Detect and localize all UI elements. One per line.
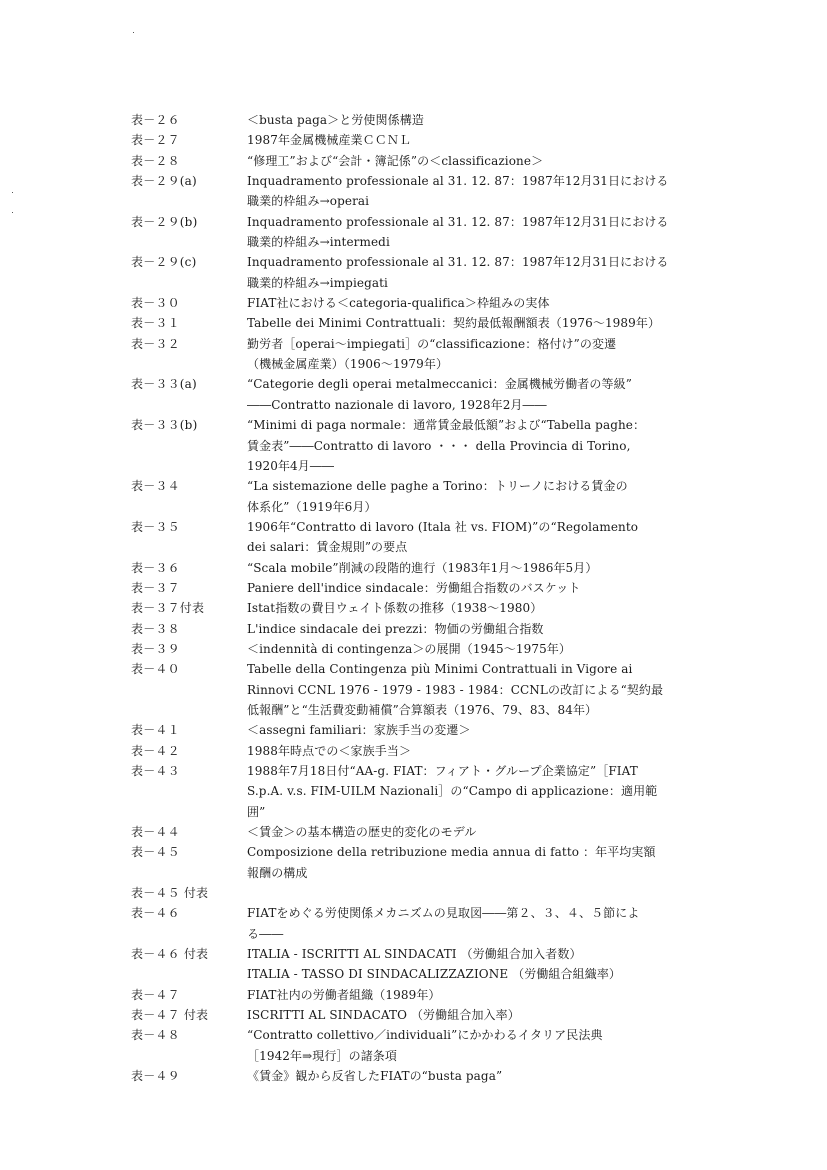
table-entry <box>131 639 731 659</box>
table-title-line: る―― <box>247 926 284 941</box>
table-title <box>247 517 731 558</box>
table-entry <box>131 761 731 822</box>
table-title-line: Inquadramento professionale al 31. 12. 87：1987年12月31日における <box>247 214 669 229</box>
table-title-line: “Categorie degli operai metalmeccanici：金属機械労働者の等級” <box>247 377 632 392</box>
table-entry <box>131 110 731 130</box>
table-entry <box>131 293 731 313</box>
table-title-line: Composizione della retribuzione media annua di fatto ：年平均実額 <box>247 845 656 860</box>
table-title-line: FIAT社における＜categoria-qualifica＞枠組みの実体 <box>247 296 550 311</box>
table-number-label: 表－４６ 付表 <box>131 947 209 962</box>
table-title-line: ITALIA - ISCRITTI AL SINDACATI （労働組合加入者数） <box>247 947 582 962</box>
table-title-line: 1988年7月18日付“AA-g. FIAT：フィアト・グループ企業協定”［FIAT <box>247 764 638 778</box>
table-title <box>247 476 731 517</box>
table-number-label: 表－２８ <box>131 153 180 168</box>
table-title-line: “Scala mobile”削減の段階的進行（1983年1月～1986年5月） <box>247 560 598 575</box>
table-title <box>247 619 731 639</box>
table-entry <box>131 130 731 150</box>
table-title-line: 《賃金》観から反省したFIATの“busta paga” <box>247 1069 503 1084</box>
table-entry <box>131 883 731 903</box>
table-title-line: 報酬の構成 <box>247 865 308 880</box>
table-entry <box>131 252 731 293</box>
table-entry <box>131 985 731 1005</box>
table-number-label: 表－４３ <box>131 764 180 778</box>
table-title-line: 低報酬”と“生活費変動補償”合算額表（1976、79、83、84年） <box>247 702 598 717</box>
table-number-label: 表－２９(c) <box>131 255 197 270</box>
table-number-label: 表－４１ <box>131 723 180 738</box>
table-number-label: 表－３７付表 <box>131 601 205 616</box>
table-title <box>247 822 731 842</box>
table-title <box>247 171 731 212</box>
table-number-label: 表－２６ <box>131 113 180 127</box>
table-title-line: 1987年金属機械産業ＣＣＮＬ <box>247 133 412 148</box>
table-number-label: 表－３０ <box>131 296 180 311</box>
table-number-label: 表－４６ <box>131 906 180 921</box>
table-title-line: ISCRITTI AL SINDACATO （労働組合加入率） <box>247 1008 520 1023</box>
table-entry <box>131 517 731 558</box>
table-title <box>247 1066 731 1086</box>
table-title <box>247 151 731 171</box>
table-title-line: Tabelle della Contingenza più Minimi Contrattuali in Vigore ai <box>247 662 633 677</box>
table-entry <box>131 558 731 578</box>
table-entry <box>131 313 731 333</box>
table-number-label: 表－４０ <box>131 662 180 677</box>
table-title <box>247 374 731 415</box>
table-number-label: 表－３３(b) <box>131 418 198 433</box>
table-entry <box>131 598 731 618</box>
table-title-line: ＜assegni familiari：家族手当の変遷＞ <box>247 723 471 738</box>
table-title-line: （機械金属産業）（1906～1979年） <box>247 357 449 372</box>
table-title <box>247 1025 731 1066</box>
table-entry <box>131 374 731 415</box>
table-number-label: 表－３８ <box>131 621 180 636</box>
table-number-label: 表－２９(b) <box>131 214 198 229</box>
table-number-label: 表－４５ 付表 <box>131 886 209 901</box>
table-title <box>247 842 731 883</box>
table-entry <box>131 212 731 253</box>
table-title <box>247 252 731 293</box>
table-title-line: ITALIA - TASSO DI SINDACALIZZAZIONE （労働組合組織率） <box>247 967 622 982</box>
table-entry <box>131 842 731 883</box>
table-title-line: dei salari：賃金規則”の要点 <box>247 540 408 555</box>
table-title-line: “La sistemazione delle paghe a Torino：トリーノにおける賃金の <box>247 479 628 494</box>
table-entry <box>131 903 731 944</box>
table-title <box>247 293 731 313</box>
table-entry <box>131 822 731 842</box>
table-number-label: 表－４２ <box>131 743 180 758</box>
table-title <box>247 415 731 476</box>
table-title-line: “Minimi di paga normale：通常賃金最低額”および“Tabella paghe： <box>247 418 646 433</box>
table-title-line: Inquadramento professionale al 31. 12. 87：1987年12月31日における <box>247 255 669 270</box>
table-title <box>247 1005 731 1025</box>
table-title <box>247 944 731 985</box>
table-title <box>247 985 731 1005</box>
table-title-line: Istat指数の費目ウェイト係数の推移（1938～1980） <box>247 601 543 616</box>
table-number-label: 表－３５ <box>131 519 180 534</box>
table-title-line: ［1942年⇒現行］の諸条項 <box>247 1048 397 1063</box>
table-number-label: 表－３３(a) <box>131 377 197 392</box>
table-number-label: 表－４４ <box>131 825 180 840</box>
table-number-label: 表－３７ <box>131 580 180 595</box>
table-entry <box>131 619 731 639</box>
table-entry <box>131 659 731 720</box>
table-number-label: 表－４９ <box>131 1069 180 1084</box>
table-title-line: 職業的枠組み→operai <box>247 194 370 209</box>
table-title-line: 1988年時点での＜家族手当＞ <box>247 743 412 758</box>
table-number-label: 表－３１ <box>131 316 180 331</box>
table-title-line <box>247 883 731 903</box>
table-entry <box>131 334 731 375</box>
table-title <box>247 741 731 761</box>
table-entry <box>131 171 731 212</box>
table-title-line: Paniere dell'indice sindacale：労働組合指数のバスケット <box>247 580 581 595</box>
table-title-line: 1920年4月―― <box>247 458 335 473</box>
scan-speck <box>12 212 13 213</box>
table-title <box>247 903 731 944</box>
table-number-label: 表－４７ <box>131 987 180 1002</box>
table-title-line: S.p.A. v.s. FIM-UILM Nazionali］の“Campo di applicazione：適用範 <box>247 784 658 799</box>
table-title <box>247 598 731 618</box>
table-title <box>247 558 731 578</box>
table-title-line: “Contratto collettivo／individuali”にかかわるイタリア民法典 <box>247 1028 603 1043</box>
table-title-line: ＜賃金＞の基本構造の歴史的変化のモデル <box>247 825 477 840</box>
table-number-label: 表－３４ <box>131 479 180 494</box>
table-number-label: 表－４８ <box>131 1028 180 1043</box>
table-title <box>247 313 731 333</box>
table-title-line: 職業的枠組み→impiegati <box>247 275 388 290</box>
table-title-line: Inquadramento professionale al 31. 12. 87：1987年12月31日における <box>247 174 669 189</box>
table-entry <box>131 944 731 985</box>
scan-speck <box>12 192 13 193</box>
table-entry <box>131 578 731 598</box>
scan-speck <box>133 32 134 33</box>
table-number-label: 表－３２ <box>131 336 180 351</box>
table-number-label: 表－３９ <box>131 641 180 656</box>
table-title <box>247 578 731 598</box>
table-title-line: 体系化”（1919年6月） <box>247 499 377 514</box>
table-title <box>247 659 731 720</box>
table-title-line: Tabelle dei Minimi Contrattuali：契約最低報酬額表（1976～1989年） <box>247 316 661 331</box>
table-number-label: 表－４７ 付表 <box>131 1008 209 1023</box>
table-title <box>247 334 731 375</box>
table-entry <box>131 1005 731 1025</box>
table-of-figures-list <box>131 110 731 1087</box>
table-title <box>247 130 731 150</box>
table-number-label: 表－２７ <box>131 133 180 148</box>
table-entry <box>131 415 731 476</box>
table-entry <box>131 151 731 171</box>
table-title-line: ＜busta paga＞と労使関係構造 <box>247 113 424 127</box>
table-title-line: 職業的枠組み→intermedi <box>247 235 390 250</box>
table-title-line: FIATをめぐる労使関係メカニズムの見取図――第２、３、４、５節によ <box>247 906 640 921</box>
table-title-line: 囲” <box>247 804 266 819</box>
table-title-line: ――Contratto nazionale di lavoro, 1928年2月―― <box>247 397 547 412</box>
table-title-line: 1906年“Contratto di lavoro (Itala 社 vs. FIOM)”の“Regolamento <box>247 519 639 534</box>
table-title-line: “修理工”および“会計・簿記係”の＜classificazione＞ <box>247 153 544 168</box>
table-entry <box>131 1025 731 1066</box>
table-entry <box>131 476 731 517</box>
table-title-line: ＜indennità di contingenza＞の展開（1945～1975年） <box>247 641 571 656</box>
table-title-line: FIAT社内の労働者組織（1989年） <box>247 987 441 1002</box>
table-title <box>247 761 731 822</box>
table-title <box>247 639 731 659</box>
table-title <box>247 110 731 130</box>
table-number-label: 表－２９(a) <box>131 174 197 189</box>
table-entry <box>131 720 731 740</box>
table-number-label: 表－３６ <box>131 560 180 575</box>
table-entry <box>131 1066 731 1086</box>
table-title-line: 勤労者［operai～impiegati］の“classificazione：格付け”の変遷 <box>247 336 617 351</box>
table-title <box>247 720 731 740</box>
table-number-label: 表－４５ <box>131 845 180 860</box>
table-title-line: 賃金表”――Contratto di lavoro ・・・ della Provincia di Torino, <box>247 438 631 453</box>
table-title <box>247 883 731 903</box>
table-entry <box>131 741 731 761</box>
table-title-line: Rinnovi CCNL 1976 - 1979 - 1983 - 1984：CCNLの改訂による“契約最 <box>247 682 664 697</box>
table-title <box>247 212 731 253</box>
table-title-line: L'indice sindacale dei prezzi：物価の労働組合指数 <box>247 621 544 636</box>
